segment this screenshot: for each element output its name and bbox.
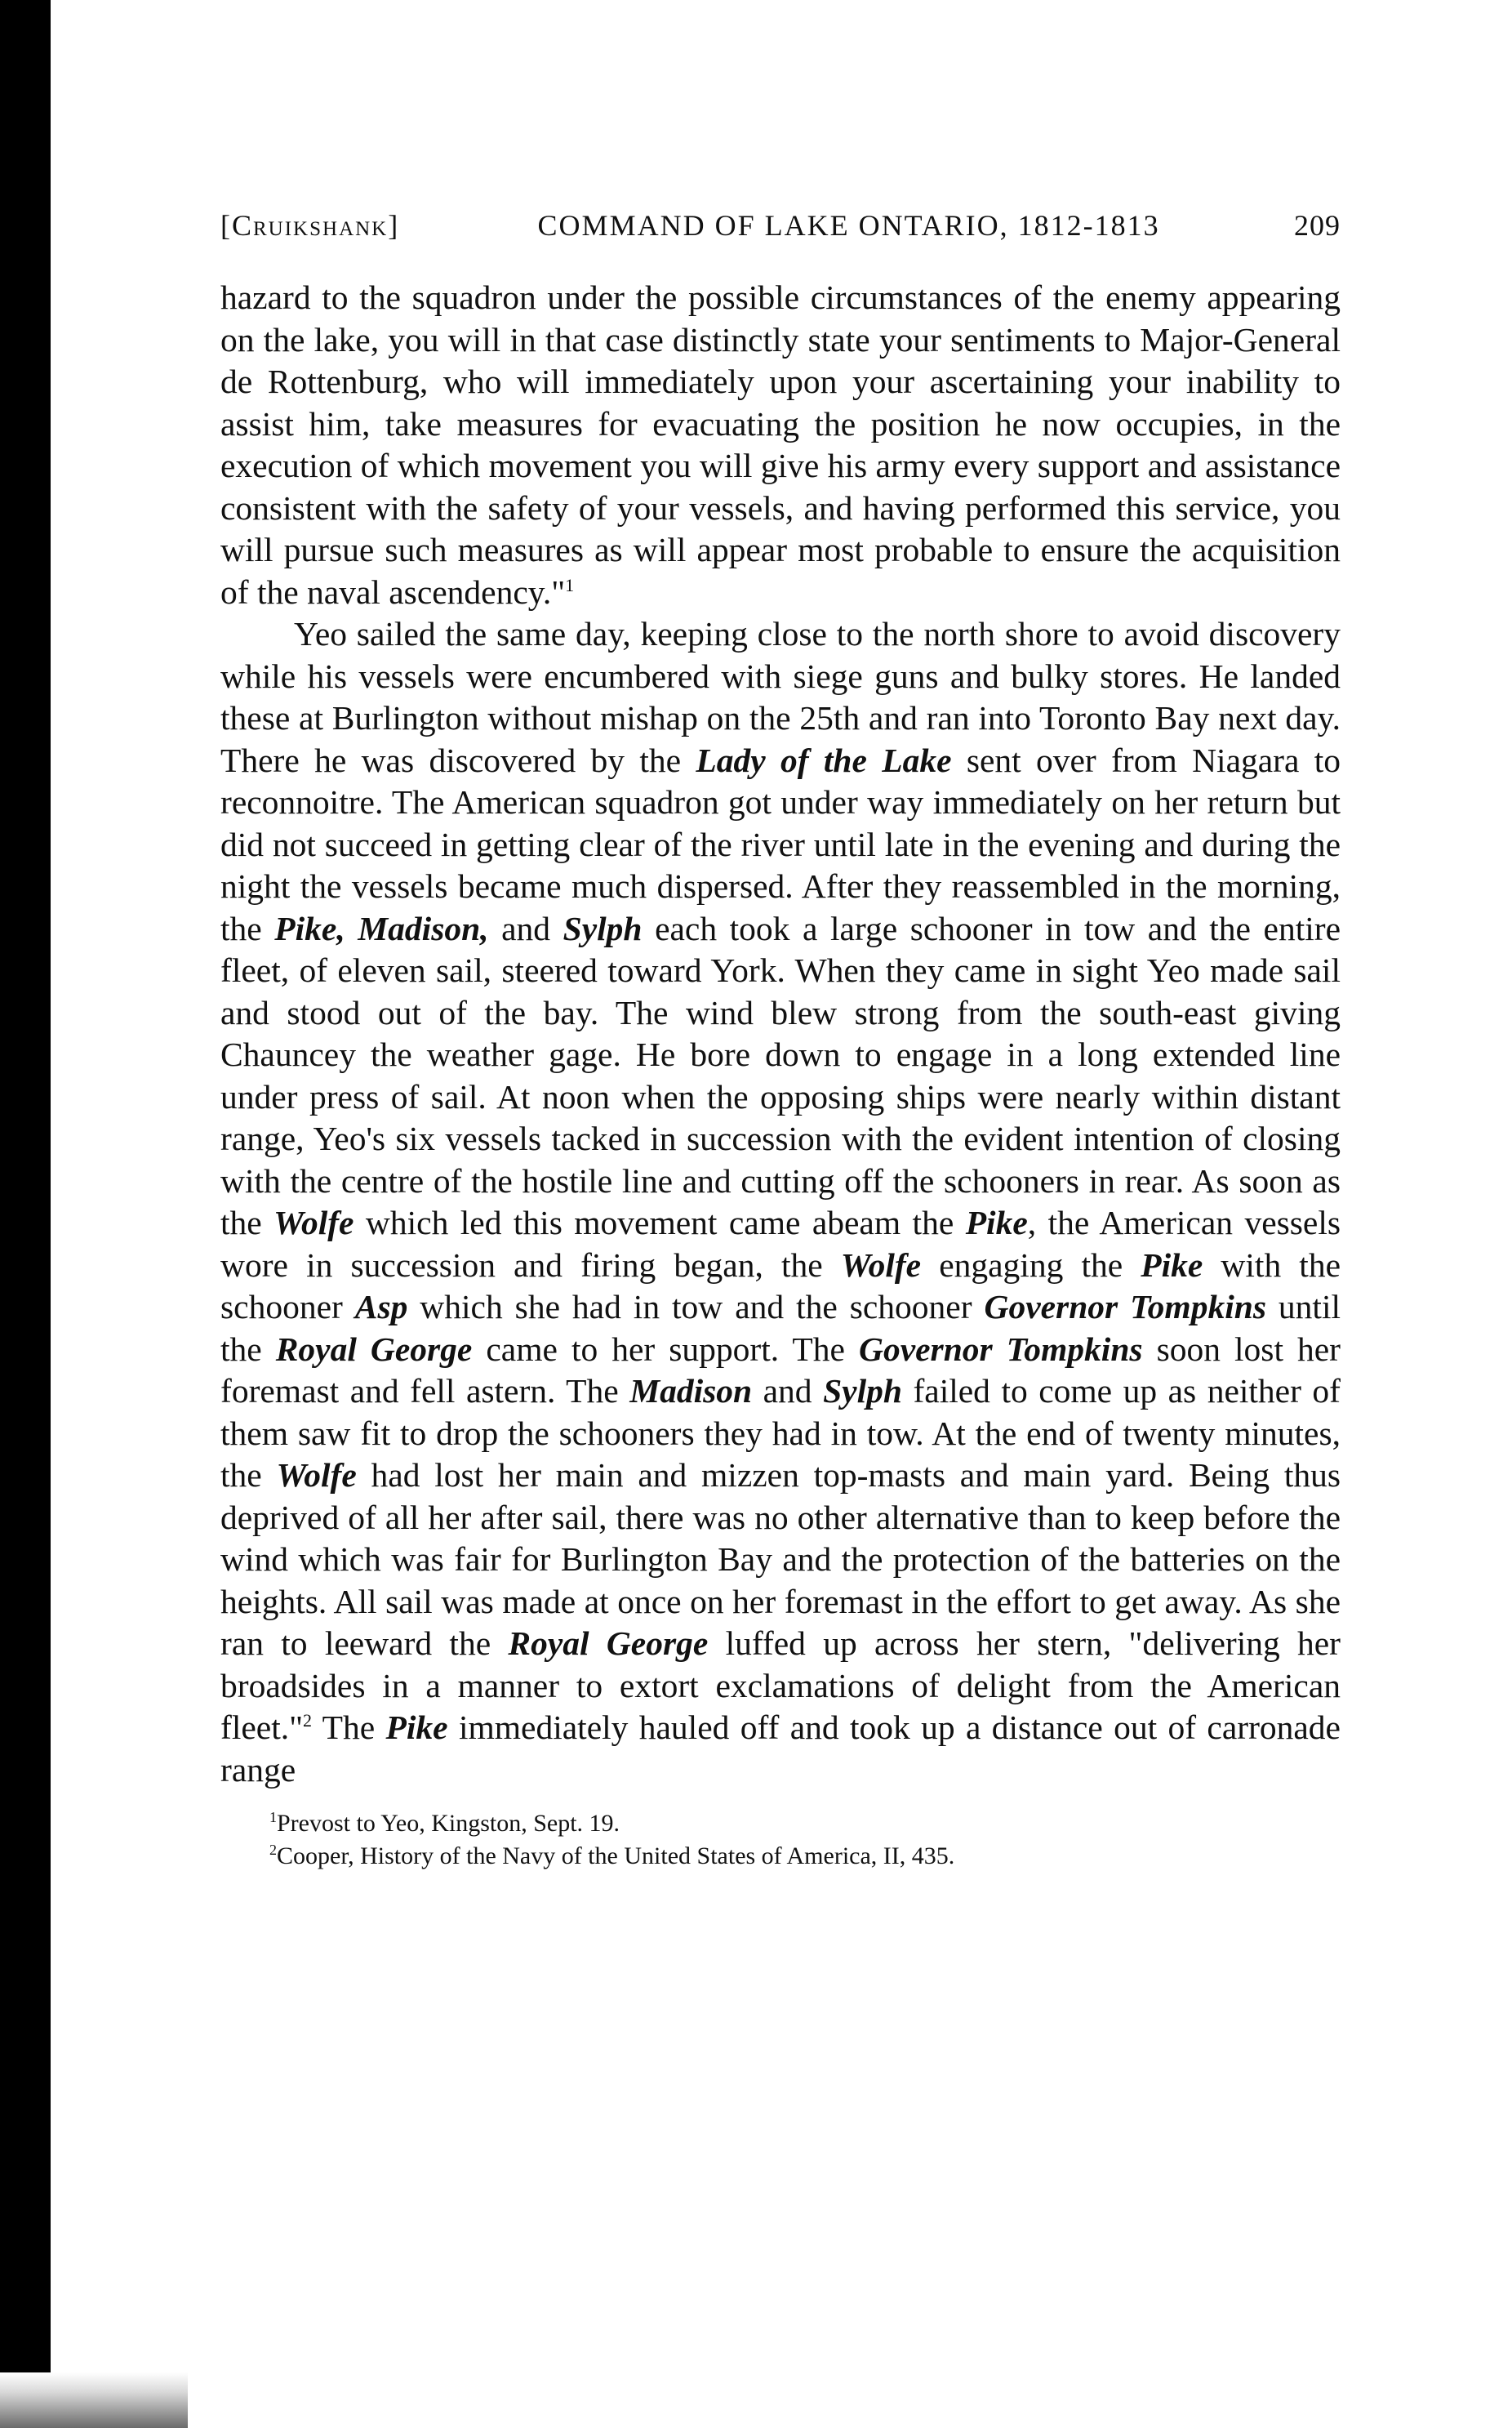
text-run: sent over from Niagara to reconnoitre. The American squadron got under way immediately on her return but did not succeed in getting clear of the river until late in the evening and during the night the vessels became much dispersed. After they reassembled in the morning, the	[220, 741, 1341, 947]
ship-name: Royal George	[508, 1624, 709, 1662]
page-binding-edge	[0, 0, 51, 2428]
footnote-marker: 1	[269, 1809, 277, 1825]
page-number: 209	[1294, 209, 1341, 242]
footnote	[269, 1840, 1341, 1873]
ship-name: Pike	[385, 1709, 448, 1746]
text-run: which led this movement came abeam the	[354, 1204, 966, 1241]
ship-name: Royal George	[275, 1330, 473, 1368]
text-run: had lost her main and mizzen top-masts and main yard. Being thus deprived of all her after sail, there was no other alternative than to keep before the wind which was fair for Burlington Bay and the protection of the batteries on the heights. All sail was made at once on her foremast in the effort to get away. As she ran to leeward the	[220, 1456, 1341, 1662]
text-run: failed to come up as neither of them saw fit to drop the schooners they had in tow. At the end of twenty minutes, the	[220, 1372, 1341, 1494]
footnotes	[220, 1807, 1341, 1873]
footnote-reference: 2	[303, 1710, 313, 1731]
text-run: until the	[220, 1288, 1341, 1368]
footnote-marker: 2	[269, 1842, 277, 1858]
ship-name: Governor Tompkins	[859, 1330, 1143, 1368]
ship-name: Sylph	[563, 909, 643, 947]
running-head-title: COMMAND OF LAKE ONTARIO, 1812-1813	[537, 209, 1160, 242]
footnote-text: Cooper, History of the Navy of the United States of America, II, 435.	[277, 1842, 955, 1869]
text-run: which she had in tow and the schooner	[407, 1288, 985, 1325]
text-run: The	[312, 1709, 386, 1746]
ship-name: Wolfe	[273, 1204, 354, 1241]
text-run: soon lost her foremast and fell astern. The	[220, 1330, 1341, 1410]
text-run: immediately hauled off and took up a distance out of carronade range	[220, 1709, 1341, 1789]
footnote-text: Prevost to Yeo, Kingston, Sept. 19.	[277, 1810, 620, 1837]
text-run: Yeo sailed the same day, keeping close to the north shore to avoid discovery while his vessels were encumbered with siege guns and bulky stores. He landed these at Burlington without mishap on the 25th and ran into Toronto Bay next day. There he was discovered by the	[220, 615, 1341, 779]
ship-name: Wolfe	[840, 1245, 922, 1284]
ship-name: Pike	[1141, 1245, 1203, 1284]
text-run: and	[488, 909, 563, 947]
footnote-reference: 1	[565, 574, 575, 595]
text-run: luffed up across her stern, "delivering her broadsides in a manner to extort exclamations of delight from the American fleet."	[220, 1624, 1341, 1746]
running-head-author: [Cruikshank]	[220, 209, 400, 242]
running-head	[220, 208, 1341, 254]
text-run: engaging the	[921, 1245, 1141, 1284]
text-run: came to her support. The	[472, 1330, 859, 1368]
paragraph	[220, 613, 1341, 1791]
paragraph	[220, 277, 1341, 613]
ship-name: Governor Tompkins	[984, 1288, 1266, 1325]
ship-name: Asp	[354, 1288, 408, 1325]
ship-name: Lady of the Lake	[696, 741, 952, 779]
footnote	[269, 1807, 1341, 1840]
ship-name: Sylph	[823, 1372, 902, 1410]
text-run: with the schooner	[220, 1245, 1341, 1325]
text-run: , the American vessels wore in succession and firing began, the	[220, 1204, 1341, 1284]
body-text	[220, 277, 1341, 1791]
document-page	[220, 208, 1341, 1873]
text-run: hazard to the squadron under the possible circumstances of the enemy appearing on the lake, you will in that case distinctly state your sentiments to Major-General de Rottenburg, who will immediately upon your ascertaining your inability to assist him, take measures for evacuating the position he now occupies, in the execution of which movement you will give his army every support and assistance consistent with the safety of your vessels, and having performed this service, you will pursue such measures as will appear most probable to ensure the acquisition of the naval ascendency."	[220, 278, 1341, 611]
text-run: each took a large schooner in tow and the entire fleet, of eleven sail, steered toward York. When they came in sight Yeo made sail and stood out of the bay. The wind blew strong from the south-east giving Chauncey the weather gage. He bore down to engage in a long extended line under press of sail. At noon when the opposing ships were nearly within distant range, Yeo's six vessels tacked in succession with the evident intention of closing with the centre of the hostile line and cutting off the schooners in rear. As soon as the	[220, 909, 1341, 1241]
ship-name: Pike, Madison,	[274, 909, 489, 947]
page-binding-shadow	[0, 2372, 188, 2428]
ship-name: Pike	[965, 1204, 1028, 1241]
text-run: and	[752, 1372, 824, 1410]
ship-name: Wolfe	[276, 1456, 357, 1494]
ship-name: Madison	[629, 1372, 753, 1410]
